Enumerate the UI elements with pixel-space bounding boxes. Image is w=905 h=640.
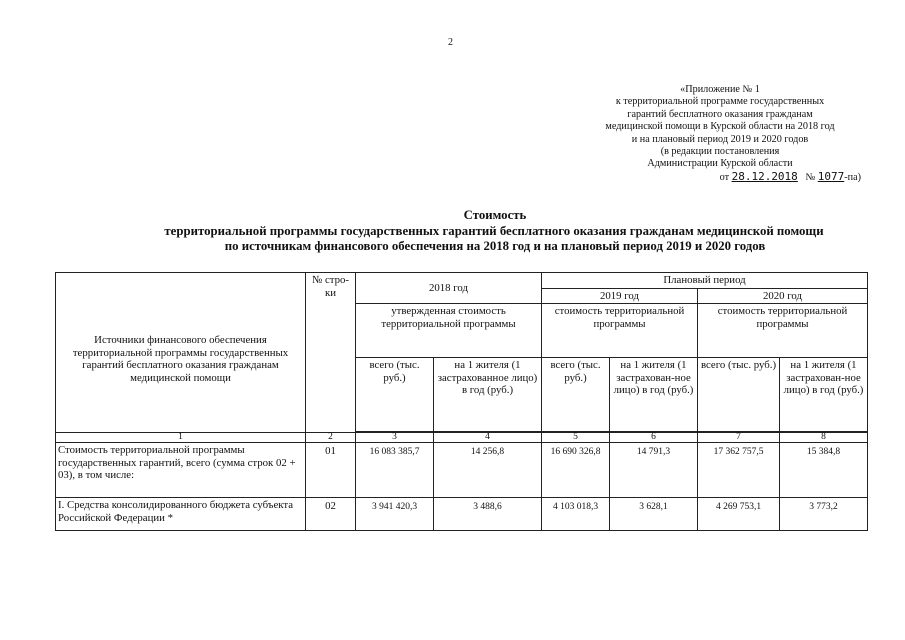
appendix-line: и на плановый период 2019 и 2020 годов	[631, 133, 809, 145]
table-row	[56, 443, 868, 498]
header-year-2018: 2018 год	[356, 273, 542, 304]
ref-number-label: №	[805, 171, 816, 183]
ref-suffix: -па)	[844, 171, 861, 183]
appendix-line: медицинской помощи в Курской области на 2018 год	[605, 121, 835, 133]
appendix-line: (в редакции постановления	[660, 146, 780, 158]
value-per-capita-2018: 14 256,8	[434, 443, 542, 498]
column-number: 7	[698, 433, 780, 443]
row-source-name: I. Средства консолидированного бюджета субъекта Российской Федерации *	[56, 498, 306, 531]
value-per-capita-2020: 3 773,2	[780, 498, 868, 531]
cost-table	[55, 272, 868, 531]
value-total-2019: 16 690 326,8	[542, 443, 610, 498]
column-number-row	[56, 433, 868, 443]
header-cost-2018: утвержденная стоимость территориальной программы	[356, 304, 542, 358]
ref-date: 28.12.2018	[731, 169, 798, 183]
header-planned-period: Плановый период	[542, 273, 868, 289]
appendix-line: Администрации Курской области	[647, 158, 793, 170]
header-source: Источники финансового обеспечения территориальной программы государственных гарантий бесплатного оказания гражданам медицинской помощи	[56, 273, 306, 433]
value-per-capita-2018: 3 488,6	[434, 498, 542, 531]
column-number: 4	[434, 433, 542, 443]
appendix-line: «Приложение № 1	[680, 84, 760, 95]
title-line-3: по источникам финансового обеспечения на 2018 год и на плановый период 2019 и 2020 годов	[224, 239, 766, 253]
column-number: 2	[306, 433, 356, 443]
value-total-2020: 17 362 757,5	[698, 443, 780, 498]
column-number: 3	[356, 433, 434, 443]
value-total-2020: 4 269 753,1	[698, 498, 780, 531]
appendix-line: гарантий бесплатного оказания гражданам	[627, 108, 813, 120]
ref-number: 1077	[817, 169, 845, 183]
value-total-2018: 16 083 385,7	[356, 443, 434, 498]
page-number: 2	[448, 37, 453, 48]
table-row	[56, 498, 868, 531]
value-per-capita-2019: 14 791,3	[610, 443, 698, 498]
value-total-2018: 3 941 420,3	[356, 498, 434, 531]
header-total-2020: всего (тыс. руб.)	[698, 358, 780, 432]
header-cost-2019: стоимость территориальной программы	[542, 304, 698, 358]
value-total-2019: 4 103 018,3	[542, 498, 610, 531]
header-year-2019: 2019 год	[542, 288, 698, 304]
column-number: 8	[780, 433, 868, 443]
ref-prefix: от	[719, 171, 730, 183]
row-number: 02	[306, 498, 356, 531]
row-number: 01	[306, 443, 356, 498]
column-number: 6	[610, 433, 698, 443]
header-cost-2020: стоимость территориальной программы	[698, 304, 868, 358]
header-total-2019: всего (тыс. руб.)	[542, 358, 610, 432]
appendix-line: к территориальной программе государственных	[615, 96, 825, 108]
value-per-capita-2020: 15 384,8	[780, 443, 868, 498]
header-per-capita-2020: на 1 жителя (1 застрахован-ное лицо) в год (руб.)	[780, 358, 868, 432]
resolution-reference	[575, 171, 865, 184]
column-number: 5	[542, 433, 610, 443]
title-line-1: Стоимость	[463, 208, 527, 222]
value-per-capita-2019: 3 628,1	[610, 498, 698, 531]
header-total-2018: всего (тыс. руб.)	[356, 358, 434, 432]
column-number: 1	[56, 433, 306, 443]
header-per-capita-2018: на 1 жителя (1 застрахованное лицо) в год (руб.)	[434, 358, 542, 432]
appendix-block	[575, 84, 865, 184]
document-title	[100, 208, 890, 255]
title-line-2: территориальной программы государственных гарантий бесплатного оказания гражданам медицинской помощи	[164, 223, 824, 238]
row-source-name: Стоимость территориальной программы государственных гарантий, всего (сумма строк 02 + 03), в том числе:	[56, 443, 306, 498]
header-per-capita-2019: на 1 жителя (1 застрахован-ное лицо) в год (руб.)	[610, 358, 698, 432]
header-row-no: № стро-ки	[306, 273, 356, 433]
header-year-2020: 2020 год	[698, 288, 868, 304]
